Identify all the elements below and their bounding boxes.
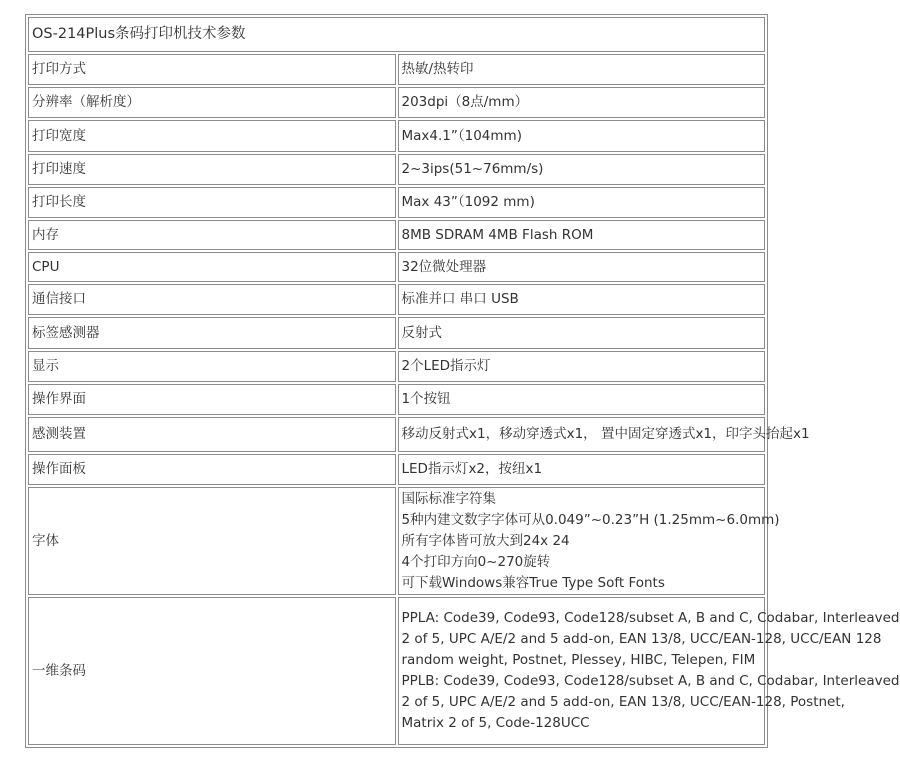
- table-row: [28, 384, 765, 415]
- table-row: [28, 54, 765, 85]
- spec-value: [398, 487, 780, 595]
- spec-label: 内存: [28, 220, 396, 250]
- table-title: OS-214Plus条码打印机技术参数: [28, 17, 765, 52]
- spec-label: 显示: [28, 351, 396, 382]
- spec-value: [398, 384, 766, 415]
- spec-value-line: PPLA: Code39, Code93, Code128/subset A, B and C, Codabar, Interleaved: [401, 610, 900, 626]
- spec-label: 通信接口: [28, 284, 396, 315]
- spec-value: [398, 284, 766, 315]
- spec-label: 操作界面: [28, 384, 396, 415]
- spec-value-line: 所有字体皆可放大到24x 24: [401, 532, 570, 549]
- spec-value-line: 2~3ips(51~76mm/s): [401, 161, 544, 177]
- spec-label: 一维条码: [28, 597, 396, 745]
- spec-value-line: 203dpi（8点/mm）: [401, 94, 529, 110]
- table-row: [28, 417, 765, 452]
- spec-value-line: 5种内建文数字字体可从0.049”~0.23”H (1.25mm~6.0mm): [401, 511, 780, 528]
- spec-label: 操作面板: [28, 454, 396, 485]
- spec-label: 字体: [28, 487, 396, 595]
- spec-value-line: 4个打印方向0~270旋转: [401, 553, 551, 570]
- table-row: [28, 597, 765, 745]
- spec-value: [398, 154, 766, 185]
- spec-value: [398, 220, 766, 250]
- spec-value: [398, 417, 810, 452]
- table-row: [28, 487, 765, 595]
- spec-value-line: 标准并口 串口 USB: [401, 291, 519, 307]
- table-row: [28, 220, 765, 250]
- table-row: [28, 317, 765, 349]
- spec-value: [398, 54, 766, 85]
- table-row: [28, 154, 765, 185]
- spec-value: [398, 351, 766, 382]
- table-row: [28, 351, 765, 382]
- table-row: [28, 87, 765, 118]
- spec-value-line: 2个LED指示灯: [401, 358, 491, 374]
- spec-value: [398, 597, 900, 745]
- spec-value-line: 8MB SDRAM 4MB Flash ROM: [401, 226, 594, 243]
- spec-label: 标签感测器: [28, 317, 396, 349]
- spec-value-line: 热敏/热转印: [401, 61, 474, 77]
- spec-value-line: 反射式: [401, 324, 442, 341]
- spec-value-line: 2 of 5, UPC A/E/2 and 5 add-on, EAN 13/8, UCC/EAN-128, Postnet,: [401, 694, 845, 710]
- spec-value-line: 国际标准字符集: [401, 490, 496, 507]
- table-row: [28, 252, 765, 282]
- spec-value-line: PPLB: Code39, Code93, Code128/subset A, B and C, Codabar, Interleaved: [401, 673, 900, 689]
- spec-value-line: Matrix 2 of 5, Code-128UCC: [401, 715, 590, 731]
- spec-label: 打印速度: [28, 154, 396, 185]
- spec-value-line: Max 43”（1092 mm): [401, 194, 535, 210]
- spec-value-line: 可下载Windows兼容True Type Soft Fonts: [401, 574, 665, 591]
- spec-value-line: 32位微处理器: [401, 258, 487, 275]
- spec-label: 分辨率（解析度）: [28, 87, 396, 118]
- spec-label: 打印长度: [28, 187, 396, 218]
- spec-value-line: random weight, Postnet, Plessey, HIBC, Telepen, FIM: [401, 652, 756, 668]
- spec-label: 打印宽度: [28, 120, 396, 152]
- table-row: [28, 284, 765, 315]
- spec-value: [398, 317, 766, 349]
- table-row: [28, 187, 765, 218]
- spec-value-line: 移动反射式x1，移动穿透式x1， 置中固定穿透式x1，印字头抬起x1: [401, 426, 810, 442]
- spec-value: [398, 87, 766, 118]
- spec-value-line: 2 of 5, UPC A/E/2 and 5 add-on, EAN 13/8, UCC/EAN-128, UCC/EAN 128: [401, 631, 882, 647]
- spec-value: [398, 187, 766, 218]
- table-row: [28, 454, 765, 485]
- title-row: [28, 17, 765, 52]
- spec-value-line: 1个按钮: [401, 391, 451, 407]
- spec-table: [25, 14, 900, 748]
- spec-value: [398, 120, 766, 152]
- spec-label: CPU: [28, 252, 396, 282]
- spec-value-line: LED指示灯x2，按纽x1: [401, 461, 543, 477]
- spec-value-line: Max4.1”（104mm): [401, 127, 522, 144]
- spec-value: [398, 454, 766, 485]
- spec-value: [398, 252, 766, 282]
- table-row: [28, 120, 765, 152]
- spec-label: 感测装置: [28, 417, 396, 452]
- spec-label: 打印方式: [28, 54, 396, 85]
